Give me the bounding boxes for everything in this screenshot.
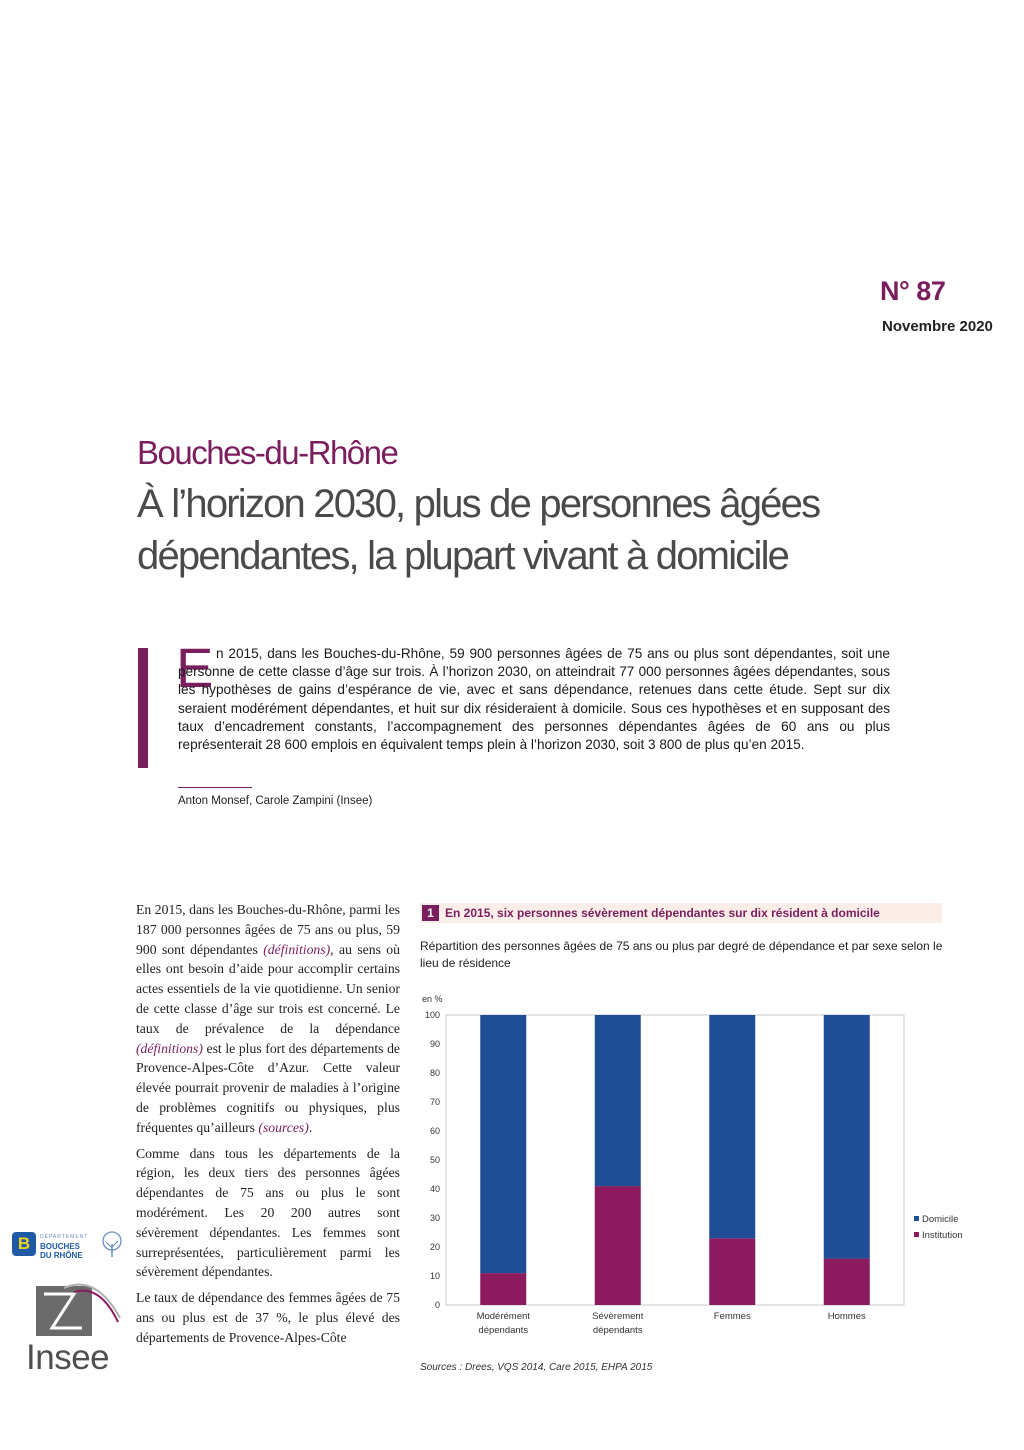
- x-tick-label: Hommes: [827, 1311, 866, 1322]
- y-tick-label: 90: [429, 1039, 440, 1049]
- tree-logo-icon: [98, 1230, 126, 1258]
- x-tick-label: Sévèrement: [592, 1311, 644, 1322]
- legend-label: Domicile: [922, 1214, 959, 1225]
- y-tick-label: 10: [429, 1271, 440, 1281]
- authors: Anton Monsef, Carole Zampini (Insee): [178, 795, 373, 807]
- definitions-link[interactable]: (définitions): [136, 1040, 203, 1056]
- bar-segment: [595, 1015, 641, 1186]
- bar-segment: [480, 1273, 526, 1305]
- body-text-run: est le plus fort des départements de Provence-Alpes-Côte d’Azur. Cette valeur élevée pourrait provenir de maladies à l’origine de problèmes cognitifs ou physiques, plus fréquentes qu’ailleurs: [136, 1040, 400, 1135]
- lead-text: n 2015, dans les Bouches-du-Rhône, 59 900 personnes âgées de 75 ans ou plus sont dépendantes, soit une personne de cette classe d’âge sur trois. À l’horizon 2030, on atteindrait 77 000 personnes âgées dépendantes, sous les hypothèses de gains d’espérance de vie, avec et sans dépendance, retenues dans cette étude. Sept sur dix seraient modérément dépendantes, et huit sur dix résideraient à domicile. Sous ces hypothèses et en supposant des taux d’encadrement constants, l’accompagnement des personnes dépendantes âgées de 60 ans ou plus représenterait 28 600 emplois en équivalent temps plein à l’horizon 2030, soit 3 800 de plus qu’en 2015.: [178, 646, 890, 753]
- lead-accent-bar: [138, 648, 148, 768]
- insee-logo-text: Insee: [26, 1338, 110, 1377]
- department-logo-line1: BOUCHES: [40, 1242, 81, 1251]
- bar-segment: [824, 1259, 870, 1305]
- y-tick-label: 70: [429, 1097, 440, 1107]
- lead-paragraph: [178, 645, 890, 754]
- stacked-bar-chart: [416, 990, 976, 1350]
- bar-segment: [824, 1015, 870, 1259]
- sources-link[interactable]: (sources): [258, 1119, 309, 1135]
- x-tick-label: dépendants: [478, 1325, 529, 1336]
- y-tick-label: 40: [429, 1184, 440, 1194]
- body-text: [136, 900, 400, 1348]
- figure-subtitle: Répartition des personnes âgées de 75 ans ou plus par degré de dépendance et par sexe selon le lieu de résidence: [420, 939, 943, 970]
- department-logo-line2: DU RHÔNE: [40, 1251, 83, 1260]
- bar-segment: [709, 1238, 755, 1305]
- y-unit-label: en %: [422, 994, 443, 1004]
- body-paragraph-2: Comme dans tous les départements de la région, les deux tiers des personnes âgées dépendantes de 75 ans ou plus le sont modérément. Les 20 200 autres sont sévèrement dépendantes. Les femmes sont surreprésentées, particulièrement parmi les sévèrement dépendantes.: [136, 1145, 400, 1280]
- figure-title: En 2015, six personnes sévèrement dépendantes sur dix résident à domicile: [445, 906, 880, 920]
- insee-logo-icon: [34, 1278, 124, 1340]
- x-tick-label: dépendants: [592, 1325, 643, 1336]
- bar-segment: [709, 1015, 755, 1238]
- body-text-run: En 2015, dans les Bouches-du-Rhône, parmi les 187 000 personnes âgées de 75 ans ou plus, 59 900 sont dépendantes: [136, 902, 400, 957]
- y-tick-label: 50: [429, 1155, 440, 1165]
- y-tick-label: 20: [429, 1242, 440, 1252]
- lead-dropcap: E: [176, 636, 214, 699]
- author-divider: [178, 787, 252, 788]
- y-tick-label: 0: [434, 1300, 440, 1310]
- department-logo-icon: B: [12, 1232, 36, 1256]
- x-tick-label: Femmes: [713, 1311, 751, 1322]
- body-paragraph-1: [136, 900, 400, 1138]
- legend-swatch: [914, 1232, 919, 1237]
- body-text-run: .: [308, 1119, 313, 1135]
- legend-swatch: [914, 1216, 919, 1221]
- bar-segment: [595, 1186, 641, 1305]
- department-logo-small: DÉPARTEMENT: [40, 1234, 89, 1240]
- page-title: À l’horizon 2030, plus de personnes âgées dépendantes, la plupart vivant à domicile: [137, 482, 820, 578]
- figure-number: 1: [422, 905, 439, 921]
- legend-label: Institution: [922, 1230, 963, 1241]
- y-tick-label: 100: [424, 1010, 440, 1020]
- issue-number: N° 87: [880, 276, 946, 306]
- figure-source: Sources : Drees, VQS 2014, Care 2015, EHPA 2015: [420, 1362, 653, 1373]
- y-tick-label: 60: [429, 1126, 440, 1136]
- body-text-run: , au sens où elles ont besoin d’aide pour accomplir certains actes essentiels de la vie quotidienne. Un senior de cette classe d’âge sur trois est concerné. Le taux de prévalence de la dépendance: [136, 941, 400, 1036]
- y-tick-label: 80: [429, 1068, 440, 1078]
- department-logo-text: [40, 1233, 88, 1260]
- body-paragraph-3: Le taux de dépendance des femmes âgées de 75 ans ou plus est de 37 %, le plus élevé des départements de Provence-Alpes-Côte: [136, 1290, 400, 1345]
- region-title: Bouches-du-Rhône: [137, 434, 398, 471]
- definitions-link[interactable]: (définitions): [263, 941, 331, 957]
- x-tick-label: Modérément: [476, 1311, 530, 1322]
- y-tick-label: 30: [429, 1213, 440, 1223]
- bar-segment: [480, 1015, 526, 1273]
- issue-date: Novembre 2020: [882, 318, 993, 335]
